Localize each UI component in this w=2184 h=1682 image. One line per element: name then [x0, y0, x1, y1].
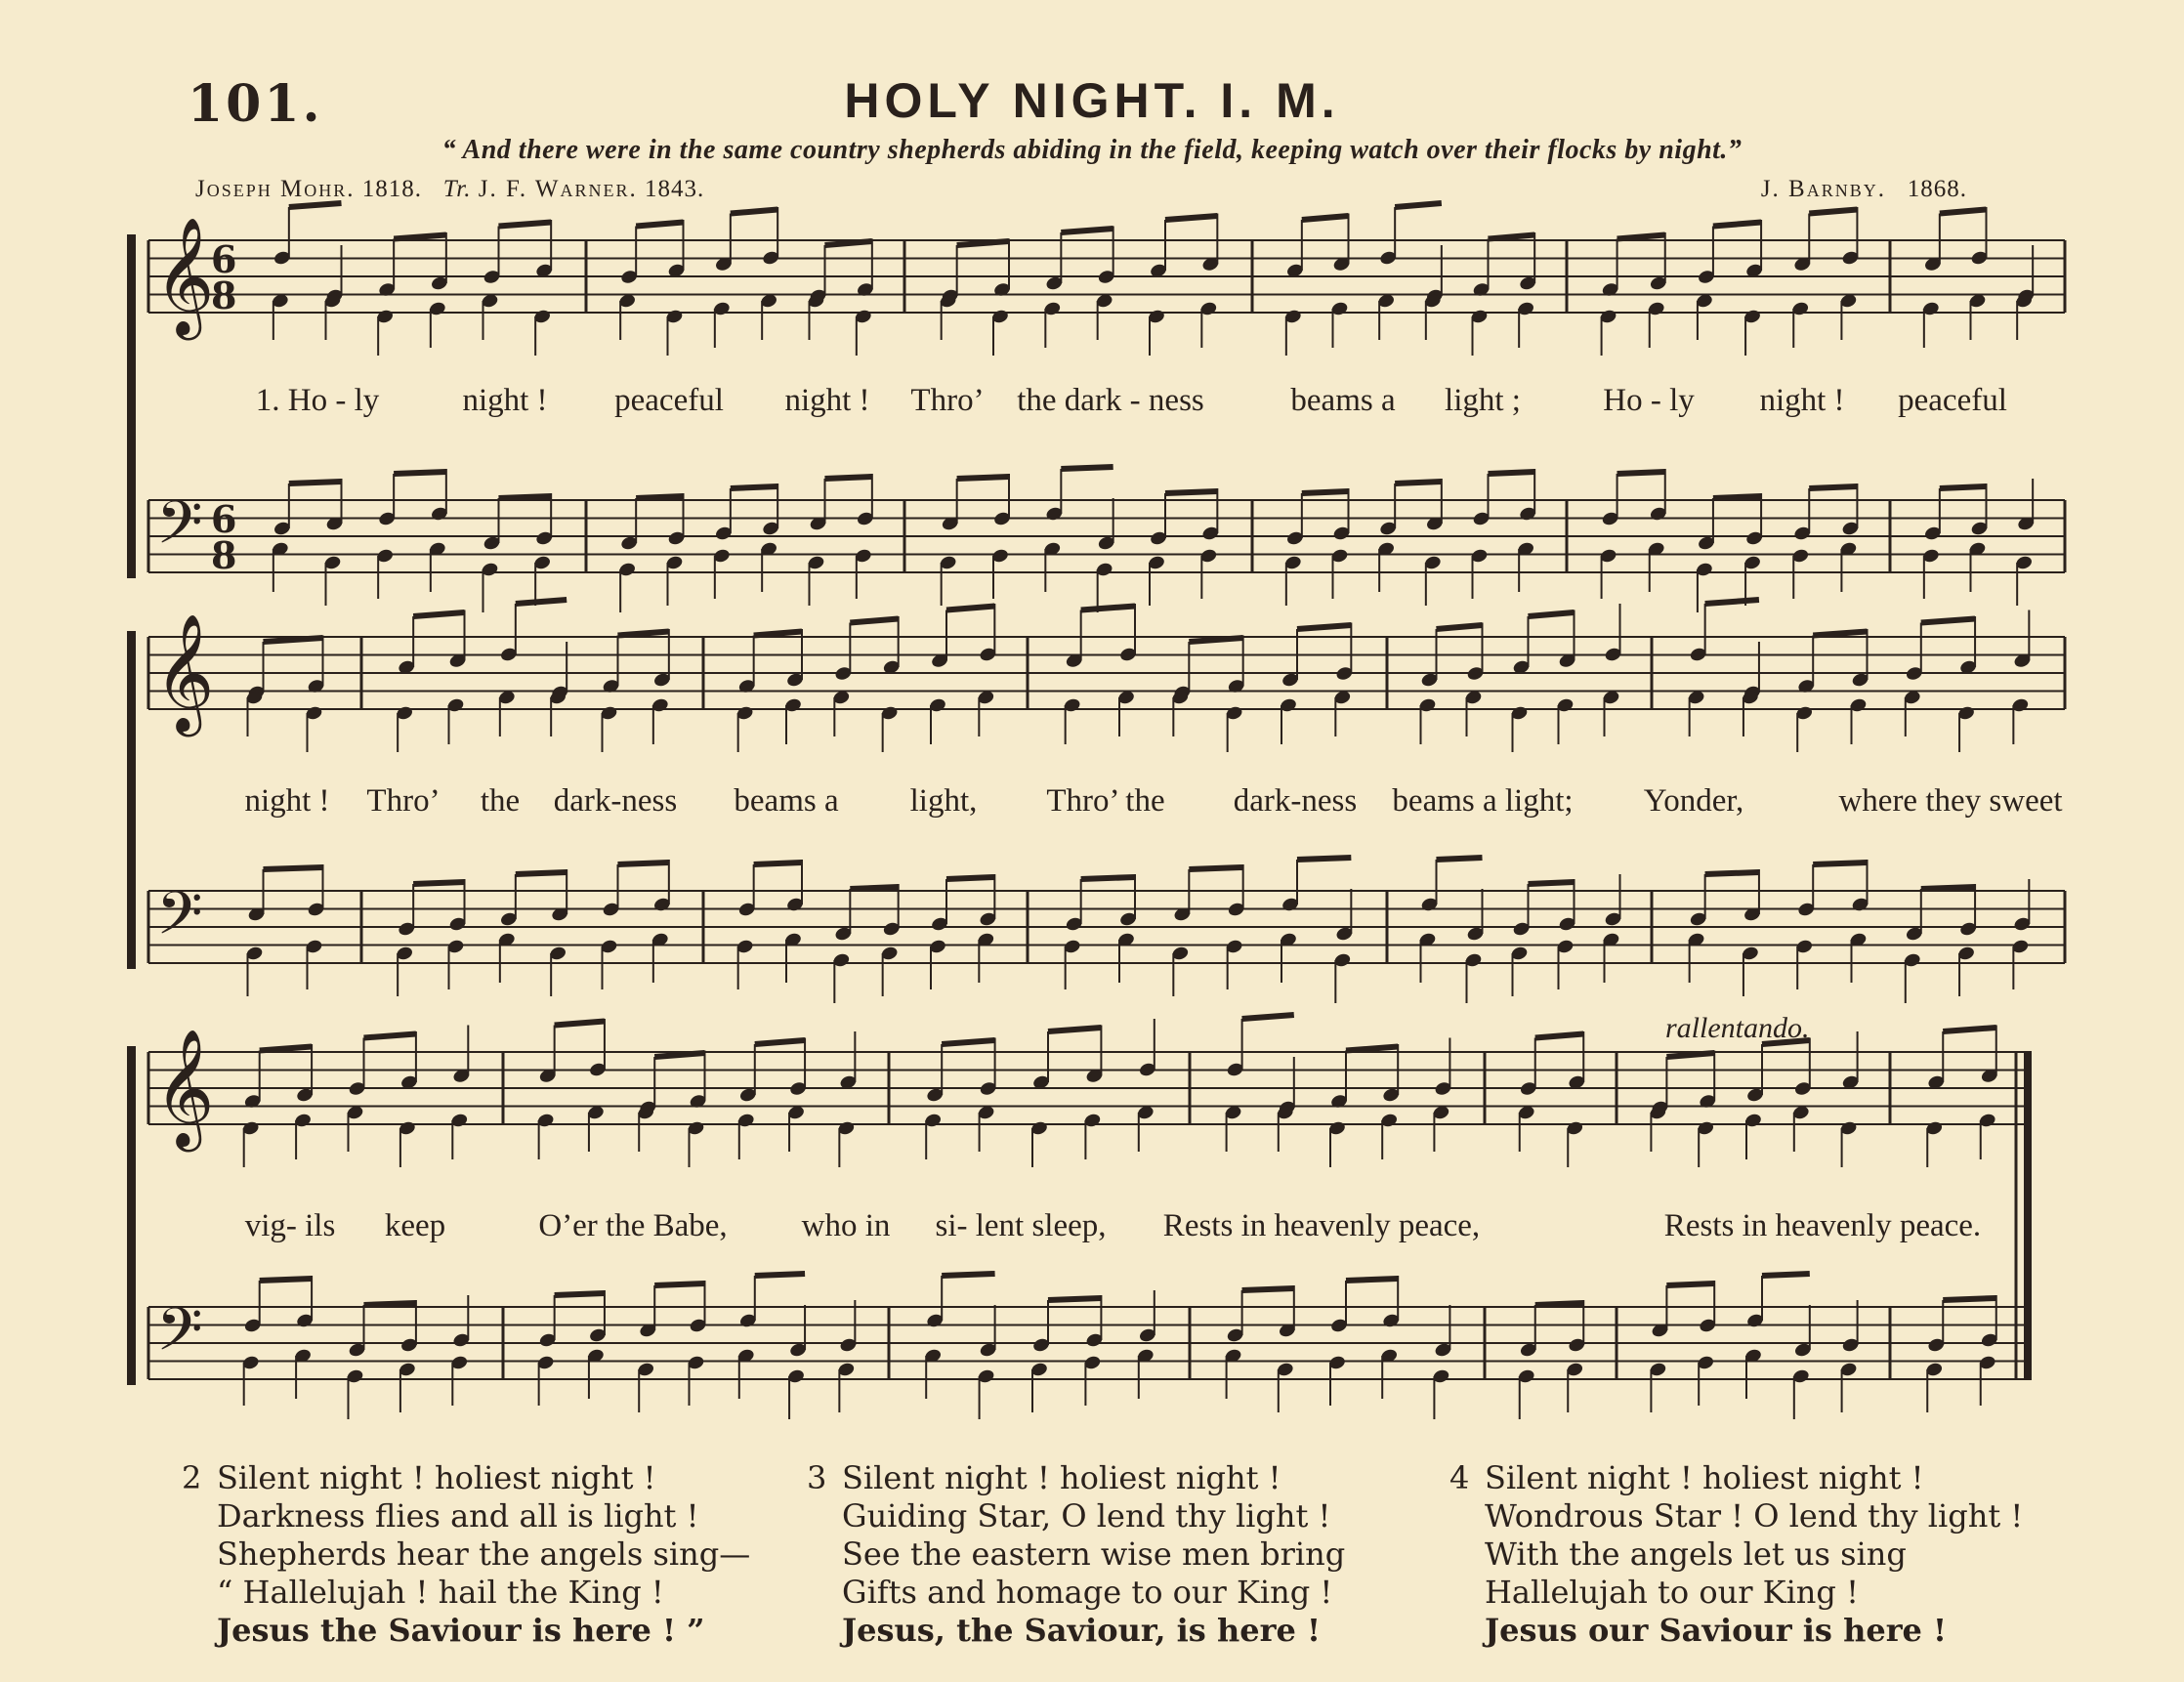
note-beam	[636, 223, 683, 227]
verse-line: Jesus our Saviour is here !	[1485, 1612, 1948, 1649]
composer-name: J. Barnby.	[1760, 176, 1886, 202]
lyric-syllable: si- lent sleep,	[935, 1208, 1107, 1243]
lyric-syllable: light,	[909, 783, 978, 819]
lyric-syllable: dark-ness	[553, 783, 678, 819]
lyric-syllable: where they sweet	[1838, 783, 2063, 819]
note-beam	[654, 1053, 704, 1057]
note-beam	[1297, 858, 1351, 860]
lyrics-system-1	[0, 383, 2184, 422]
note-beam	[289, 482, 342, 484]
lyrics-system-2	[0, 783, 2184, 822]
note-beam	[1165, 491, 1217, 493]
note-beam	[499, 223, 552, 227]
lyric-syllable: the dark - ness	[1017, 383, 1204, 418]
lyric-syllable: Yonder,	[1643, 783, 1744, 819]
verse-number: 4	[1449, 1459, 1470, 1496]
verse-line: Silent night ! holiest night !	[842, 1459, 1281, 1496]
note-beam	[1940, 210, 1987, 214]
note-beam	[1048, 1028, 1101, 1031]
verse-line: Shepherds hear the angels sing—	[217, 1535, 751, 1573]
epigraph: “ And there were in the same country shepherds abiding in the field, keeping watch over their flocks by night.”	[441, 135, 1743, 165]
lyric-syllable: beams a light;	[1392, 783, 1574, 819]
note-beam	[1302, 216, 1349, 220]
verse-line: Hallelujah to our King !	[1485, 1574, 1859, 1611]
note-beam	[1617, 472, 1665, 474]
translator-label: Tr.	[442, 176, 472, 202]
note-beam	[1809, 210, 1857, 214]
lyric-syllable: Thro’	[366, 783, 441, 819]
author-name: Joseph Mohr.	[195, 176, 356, 202]
note-beam	[1705, 600, 1759, 604]
verse-line: See the eastern wise men bring	[842, 1535, 1346, 1573]
note-beam	[942, 1040, 994, 1044]
note-beam	[755, 1274, 805, 1276]
note-beam	[946, 877, 994, 879]
note-beam	[1242, 1288, 1294, 1290]
note-beam	[1813, 862, 1867, 864]
lyric-syllable: who in	[801, 1208, 891, 1243]
note-beam	[1943, 1028, 1996, 1031]
time-signature-bottom: 8	[211, 533, 237, 577]
note-beam	[1346, 1279, 1398, 1281]
note-beam	[1921, 887, 1975, 889]
verse-line: Gifts and homage to our King !	[842, 1574, 1333, 1611]
note-beam	[394, 472, 446, 474]
note-beam	[1713, 496, 1761, 498]
bass-clef-icon: 𝄢	[156, 488, 203, 572]
note-beam	[942, 1274, 994, 1276]
note-beam	[1535, 1303, 1584, 1305]
note-beam	[264, 867, 323, 869]
note-beam	[264, 638, 323, 642]
note-beam	[1165, 216, 1217, 220]
lyric-syllable: Thro’	[910, 383, 985, 418]
note-beam	[1302, 491, 1349, 493]
lyric-syllable: night !	[784, 383, 870, 418]
translator-name: J. F. Warner.	[478, 176, 638, 202]
verse-line: Jesus the Saviour is here ! ”	[217, 1612, 705, 1649]
verse-line: Silent night ! holiest night !	[217, 1459, 656, 1496]
note-beam	[260, 1279, 312, 1281]
note-beam	[1297, 625, 1351, 629]
lyric-syllable: keep	[384, 1208, 446, 1243]
note-beam	[1395, 203, 1442, 207]
note-beam	[1189, 638, 1242, 642]
verse-3	[807, 1459, 1346, 1650]
lyric-syllable: night !	[462, 383, 548, 418]
verse-line: Wondrous Star ! O lend thy light !	[1485, 1497, 2024, 1535]
verse-number: 2	[182, 1459, 202, 1496]
note-beam	[555, 1293, 605, 1295]
author-year: 1818.	[361, 176, 422, 202]
note-beam	[1048, 1298, 1101, 1300]
lyric-syllable: night !	[244, 783, 330, 819]
note-beam	[1813, 632, 1867, 636]
note-beam	[1529, 612, 1575, 616]
note-beam	[413, 882, 464, 884]
note-beam	[555, 1022, 605, 1026]
note-beam	[1489, 235, 1535, 239]
lyric-syllable: peaceful	[1898, 383, 2007, 418]
note-beam	[754, 632, 802, 636]
note-beam	[1061, 467, 1113, 469]
treble-clef-icon: 𝄞	[154, 612, 215, 732]
verse-number: 3	[807, 1459, 827, 1496]
note-beam	[394, 235, 446, 239]
note-beam	[364, 1034, 416, 1038]
verse-line: With the angels let us sing	[1485, 1535, 1907, 1573]
note-beam	[1666, 1283, 1714, 1285]
lyric-syllable: beams a	[1290, 383, 1396, 418]
verse-line: Darkness flies and all is light !	[217, 1497, 699, 1535]
note-beam	[957, 477, 1009, 479]
bass-clef-icon: 𝄢	[156, 1295, 203, 1379]
treble-clef-icon: 𝄞	[154, 1028, 215, 1147]
verse-line: Guiding Star, O lend thy light !	[842, 1497, 1331, 1535]
note-beam	[754, 862, 802, 864]
note-beam	[1617, 235, 1665, 239]
verse-line: Silent night ! holiest night !	[1485, 1459, 1924, 1496]
note-beam	[1809, 486, 1857, 488]
lyric-syllable: dark-ness	[1233, 783, 1358, 819]
note-beam	[850, 619, 898, 623]
hymn-title: HOLY NIGHT. I. M.	[844, 73, 1340, 128]
bass-clef-icon: 𝄢	[156, 879, 203, 963]
verse-line: Jesus, the Saviour, is here !	[842, 1612, 1321, 1649]
lyric-syllable: light ;	[1445, 383, 1521, 418]
note-beam	[850, 887, 898, 889]
note-beam	[516, 600, 567, 604]
note-beam	[1940, 486, 1987, 488]
time-signature-bottom: 8	[211, 273, 237, 317]
lyric-syllable: Thro’ the	[1046, 783, 1165, 819]
note-beam	[825, 241, 872, 245]
note-beam	[413, 612, 464, 616]
note-beam	[499, 496, 552, 498]
lyric-syllable: Rests in heavenly peace,	[1162, 1208, 1481, 1243]
lyric-syllable: Ho - ly	[1603, 383, 1695, 418]
note-beam	[1762, 1274, 1810, 1276]
lyric-syllable: beams a	[734, 783, 839, 819]
note-beam	[1705, 872, 1759, 874]
note-beam	[1921, 619, 1975, 623]
note-beam	[1081, 877, 1135, 879]
note-beam	[1437, 858, 1483, 860]
note-beam	[946, 607, 994, 610]
composer-year: 1868.	[1907, 176, 1967, 202]
time-signature-top: 6	[211, 237, 237, 281]
note-beam	[516, 872, 567, 874]
note-beam	[1666, 1053, 1714, 1057]
note-beam	[1189, 867, 1242, 869]
verse-4	[1449, 1459, 2024, 1650]
tempo-marking: rallentando.	[1665, 1012, 1810, 1044]
note-beam	[1395, 482, 1442, 484]
note-beam	[825, 477, 872, 479]
translator-year: 1843.	[645, 176, 705, 202]
note-beam	[731, 210, 777, 214]
verse-2	[182, 1459, 751, 1650]
note-beam	[731, 486, 777, 488]
lyrics-system-3	[0, 1208, 2184, 1247]
treble-clef-icon: 𝄞	[154, 216, 215, 335]
note-beam	[618, 632, 669, 636]
hymn-number: 101.	[188, 74, 323, 134]
lyric-syllable: Rests in heavenly peace.	[1663, 1208, 1982, 1243]
note-beam	[1943, 1298, 1996, 1300]
lyric-syllable: the	[480, 783, 521, 819]
note-beam	[260, 1047, 312, 1051]
note-beam	[654, 1283, 704, 1285]
note-beam	[957, 241, 1009, 245]
time-signature-top: 6	[211, 497, 237, 541]
note-beam	[1437, 625, 1483, 629]
lyric-syllable: 1. Ho - ly	[255, 383, 380, 418]
note-beam	[1346, 1047, 1398, 1051]
lyric-syllable: night !	[1759, 383, 1845, 418]
note-beam	[636, 496, 683, 498]
note-beam	[618, 862, 669, 864]
note-beam	[1535, 1034, 1584, 1038]
lyric-syllable: O’er the Babe,	[538, 1208, 728, 1243]
note-beam	[1489, 472, 1535, 474]
note-beam	[1529, 882, 1575, 884]
note-beam	[289, 203, 342, 207]
lyric-syllable: vig- ils	[244, 1208, 336, 1243]
note-beam	[1242, 1015, 1294, 1019]
note-beam	[755, 1040, 805, 1044]
note-beam	[1713, 223, 1761, 227]
lyric-syllable: peaceful	[614, 383, 724, 418]
verse-line: “ Hallelujah ! hail the King !	[217, 1574, 664, 1611]
note-beam	[364, 1303, 416, 1305]
note-beam	[1061, 229, 1113, 232]
note-beam	[1081, 607, 1135, 610]
